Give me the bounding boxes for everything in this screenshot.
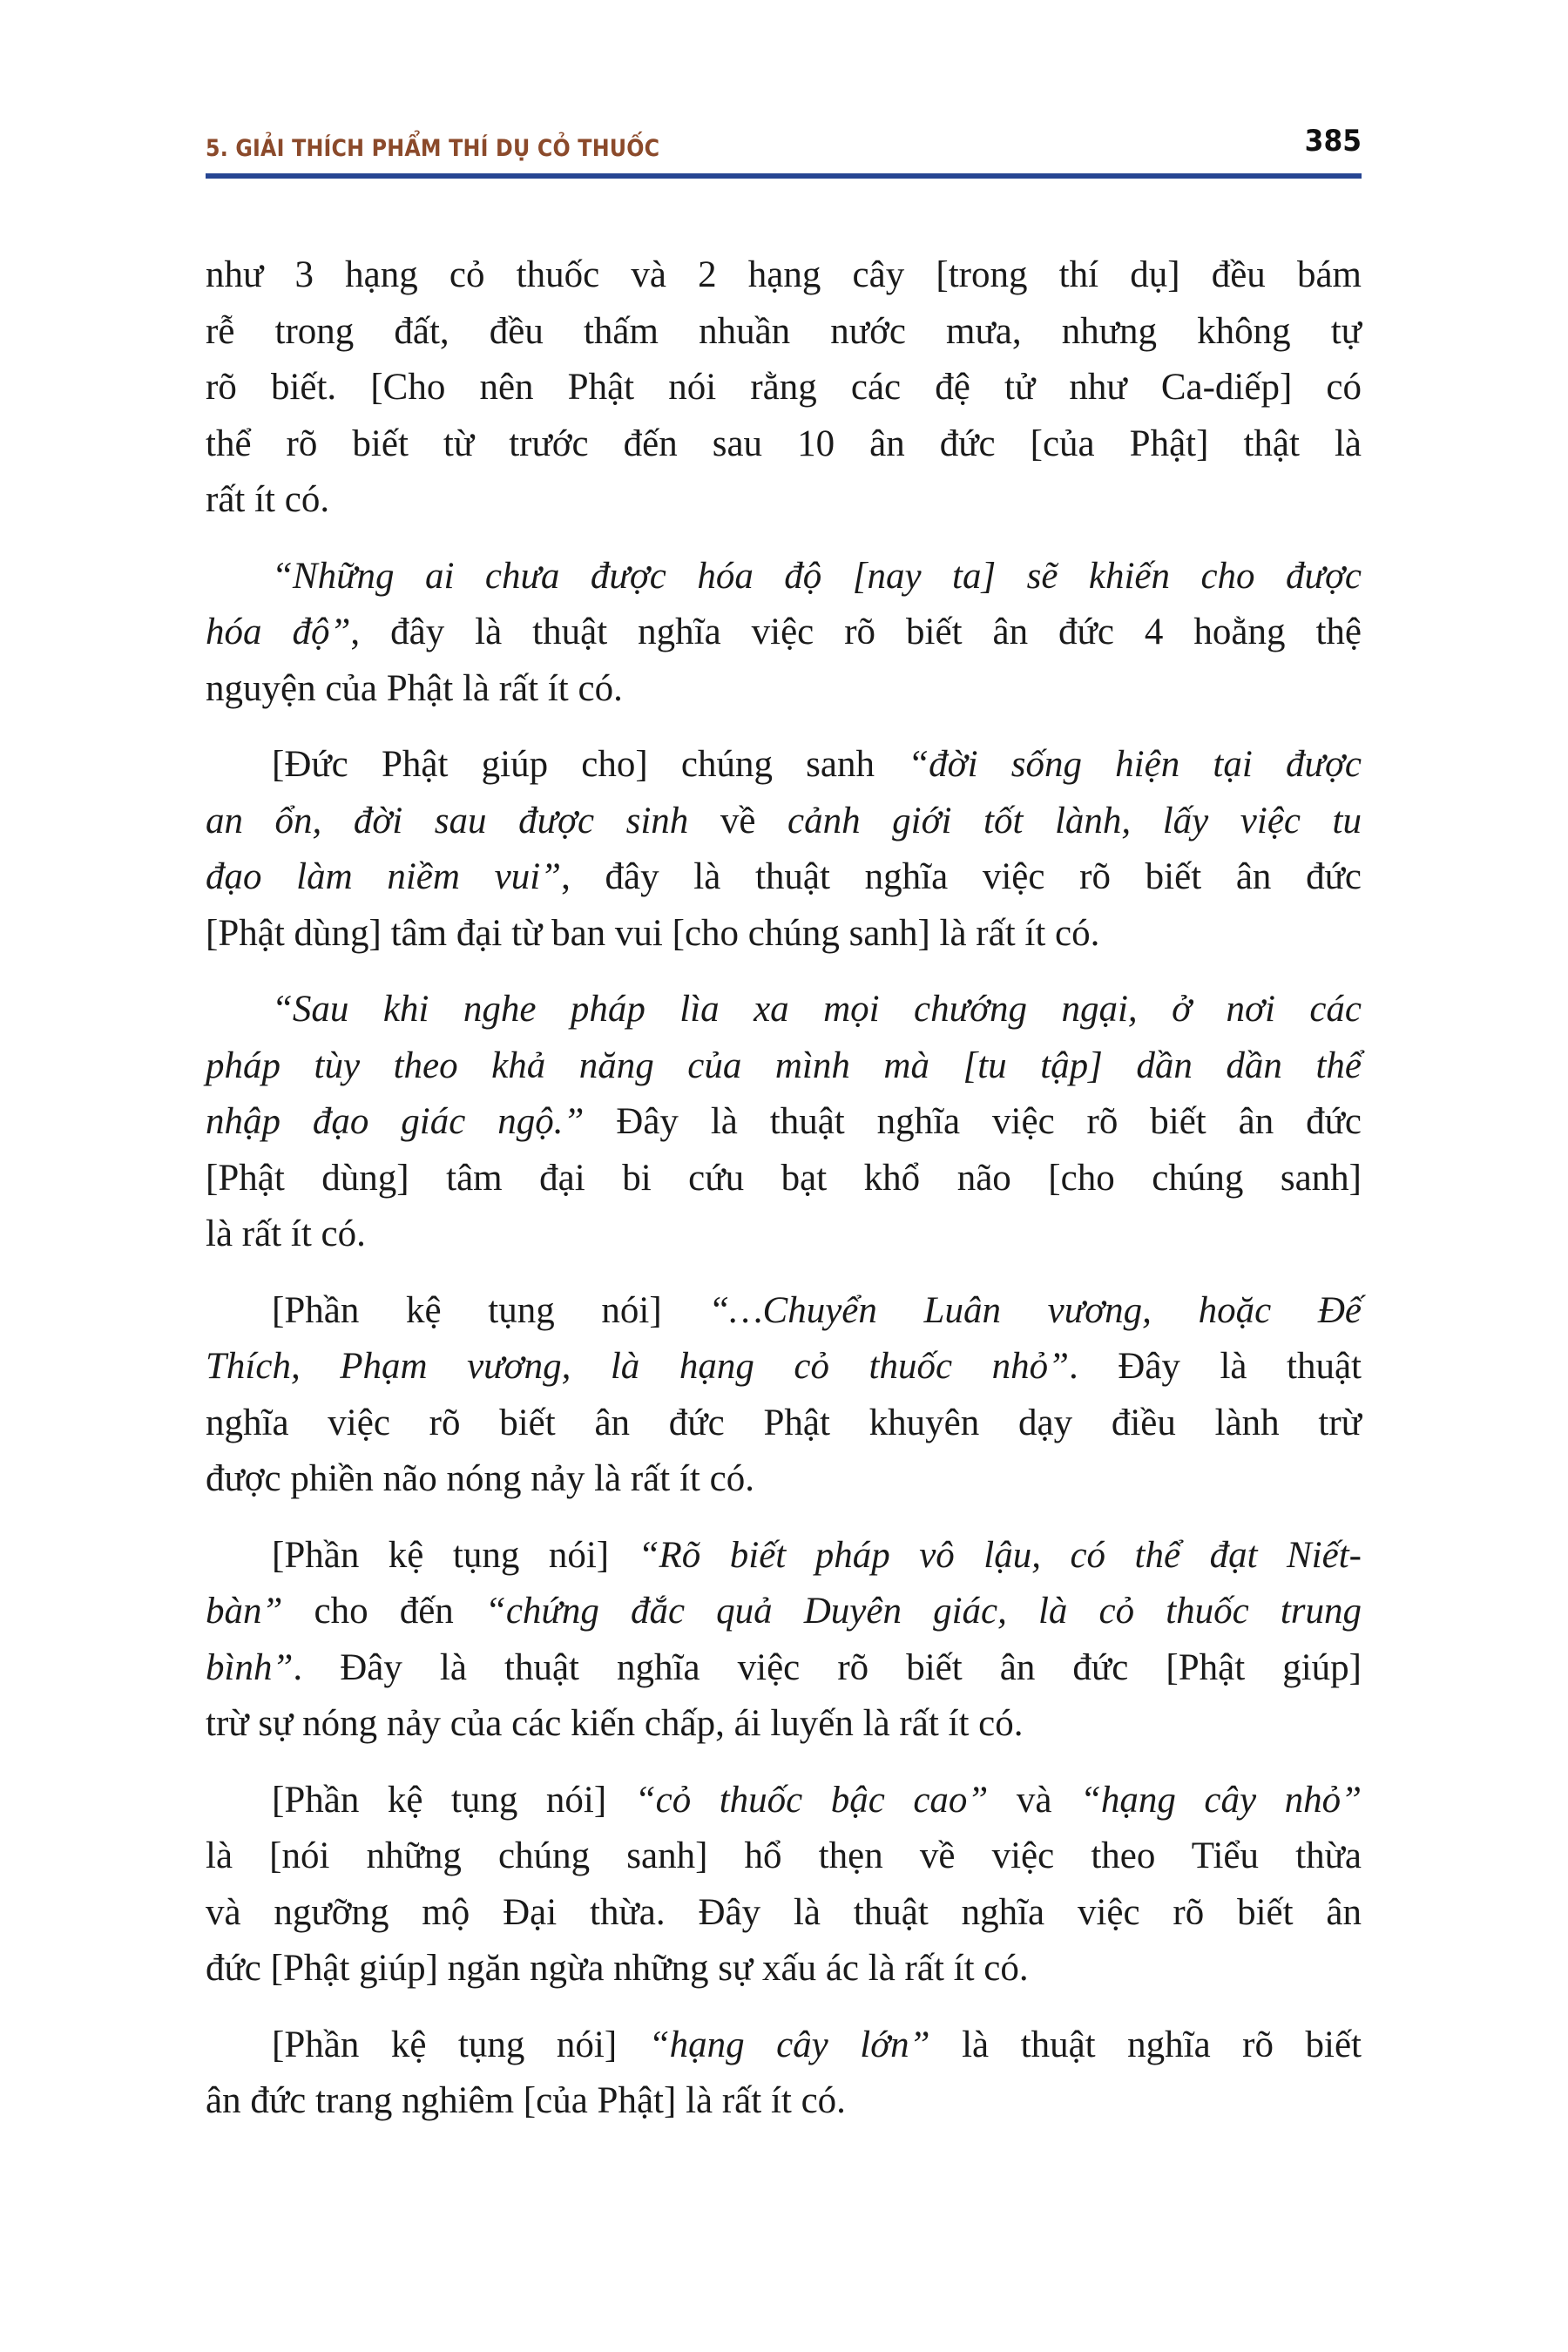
text-line — [206, 247, 1362, 304]
body-text-run: Đây là thuật nghĩa việc rõ biết ân đức — [584, 1101, 1362, 1142]
text-line — [206, 360, 1362, 416]
body-text-run: và — [988, 1779, 1080, 1821]
italic-quote-text: “…Chuyển Luân vương, hoặc Đế — [708, 1289, 1362, 1331]
text-line — [206, 1640, 1362, 1697]
body-text-run: thể rõ biết từ trước đến sau 10 ân đức [của Phật] thật là — [206, 422, 1362, 464]
text-line — [206, 1038, 1362, 1095]
running-header — [206, 124, 1362, 166]
text-line — [206, 605, 1362, 661]
paragraph — [206, 737, 1362, 962]
body-text-run: . Đây là thuật nghĩa việc rõ biết ân đức [Phật giúp] — [293, 1646, 1362, 1688]
text-line — [206, 1206, 1362, 1263]
text-line — [206, 906, 1362, 963]
text-line — [206, 1094, 1362, 1151]
body-text-run: , đây là thuật nghĩa việc rõ biết ân đức 4 hoằng thệ — [350, 612, 1362, 652]
body-text-run: và ngưỡng mộ Đại thừa. Đây là thuật nghĩa việc rõ biết ân — [206, 1891, 1362, 1933]
text-line — [206, 1339, 1362, 1396]
text-line — [206, 1696, 1362, 1753]
chapter-title: 5. GIẢI THÍCH PHẨM THÍ DỤ CỎ THUỐC — [206, 135, 660, 162]
body-text-run: như 3 hạng cỏ thuốc và 2 hạng cây [trong thí dụ] đều bám — [206, 254, 1362, 295]
italic-quote-text: “Những ai chưa được hóa độ [nay ta] sẽ khiến cho được — [272, 555, 1362, 597]
body-text — [206, 247, 1362, 2150]
text-line — [206, 1885, 1362, 1942]
paragraph — [206, 1528, 1362, 1753]
body-text-run: [Phần kệ tụng nói] — [272, 1534, 639, 1576]
text-line — [206, 794, 1362, 850]
text-line — [206, 737, 1362, 794]
body-text-run: [Phần kệ tụng nói] — [272, 2024, 649, 2065]
body-text-run: là thuật nghĩa rõ biết — [929, 2024, 1362, 2065]
italic-quote-text: pháp tùy theo khả năng của mình mà [tu tập] dần dần thể — [206, 1044, 1362, 1086]
italic-quote-text: bình” — [206, 1646, 294, 1688]
body-text-run: [Phần kệ tụng nói] — [272, 1289, 709, 1331]
italic-quote-text: “hạng cây lớn” — [648, 2024, 930, 2065]
text-line — [206, 1283, 1362, 1340]
body-text-run: [Phật dùng] tâm đại bi cứu bạt khổ não [cho chúng sanh] — [206, 1157, 1362, 1199]
header-rule — [206, 173, 1362, 179]
body-text-run: ân đức trang nghiêm [của Phật] là rất ít có. — [206, 2080, 846, 2121]
paragraph — [206, 1773, 1362, 1997]
italic-quote-text: “đời sống hiện tại được — [908, 744, 1362, 785]
italic-quote-text: Thích, Phạm vương, là hạng cỏ thuốc nhỏ” — [206, 1346, 1069, 1387]
italic-quote-text: bàn” — [206, 1591, 283, 1632]
paragraph — [206, 247, 1362, 529]
italic-quote-text: hóa độ” — [206, 612, 351, 652]
italic-quote-text: “chứng đắc quả Duyên giác, là cỏ thuốc trung — [484, 1591, 1362, 1632]
body-text-run: trừ sự nóng nảy của các kiến chấp, ái luyến là rất ít có. — [206, 1703, 1024, 1744]
paragraph — [206, 2017, 1362, 2130]
body-text-run: về — [720, 800, 756, 841]
body-text-run: được phiền não nóng nảy là rất ít có. — [206, 1458, 754, 1499]
body-text-run: là rất ít có. — [206, 1213, 366, 1254]
italic-quote-text: đạo làm niềm vui” — [206, 856, 562, 897]
body-text-run: [Phật dùng] tâm đại từ ban vui [cho chúng sanh] là rất ít có. — [206, 912, 1100, 954]
text-line — [206, 549, 1362, 605]
paragraph — [206, 549, 1362, 718]
body-text-run: nghĩa việc rõ biết ân đức Phật khuyên dạy điều lành trừ — [206, 1402, 1362, 1443]
body-text-run: đức [Phật giúp] ngăn ngừa những sự xấu ác là rất ít có. — [206, 1948, 1029, 1989]
body-text-run: nguyện của Phật là rất ít có. — [206, 667, 623, 709]
text-line — [206, 1828, 1362, 1885]
paragraph — [206, 1283, 1362, 1508]
body-text-run: , đây là thuật nghĩa việc rõ biết ân đức — [561, 856, 1362, 897]
italic-quote-text: “Rõ biết pháp vô lậu, có thể đạt Niết- — [638, 1534, 1362, 1576]
body-text-run: . Đây là thuật — [1068, 1346, 1362, 1387]
text-line — [206, 982, 1362, 1038]
text-line — [206, 1773, 1362, 1829]
text-line — [206, 2073, 1362, 2130]
italic-quote-text: “Sau khi nghe pháp lìa xa mọi chướng ngại, ở nơi các — [272, 989, 1362, 1030]
text-line — [206, 661, 1362, 718]
body-text-run: là [nói những chúng sanh] hổ thẹn về việc theo Tiểu thừa — [206, 1835, 1362, 1876]
text-line — [206, 1396, 1362, 1452]
text-line — [206, 849, 1362, 906]
text-line — [206, 1528, 1362, 1585]
text-line — [206, 304, 1362, 361]
text-line — [206, 1941, 1362, 1997]
body-text-run: [Đức Phật giúp cho] chúng sanh — [272, 744, 909, 785]
text-line — [206, 1451, 1362, 1508]
text-line — [206, 416, 1362, 473]
italic-quote-text: nhập đạo giác ngộ.” — [206, 1101, 585, 1142]
body-text-run: rất ít có. — [206, 479, 330, 520]
italic-quote-text: “cỏ thuốc bậc cao” — [634, 1779, 989, 1821]
body-text-run: cho đến — [282, 1591, 485, 1632]
italic-quote-text: an ổn, đời sau được sinh — [206, 800, 720, 841]
body-text-run: rễ trong đất, đều thấm nhuần nước mưa, nhưng không tự — [206, 310, 1362, 352]
text-line — [206, 472, 1362, 529]
italic-quote-text: cảnh giới tốt lành, lấy việc tu — [755, 800, 1362, 841]
italic-quote-text: “hạng cây nhỏ” — [1079, 1779, 1362, 1821]
paragraph — [206, 982, 1362, 1263]
text-line — [206, 1584, 1362, 1640]
text-line — [206, 1151, 1362, 1207]
page-number: 385 — [1304, 124, 1362, 159]
text-line — [206, 2017, 1362, 2074]
body-text-run: [Phần kệ tụng nói] — [272, 1779, 635, 1821]
body-text-run: rõ biết. [Cho nên Phật nói rằng các đệ tử như Ca-diếp] có — [206, 367, 1362, 408]
